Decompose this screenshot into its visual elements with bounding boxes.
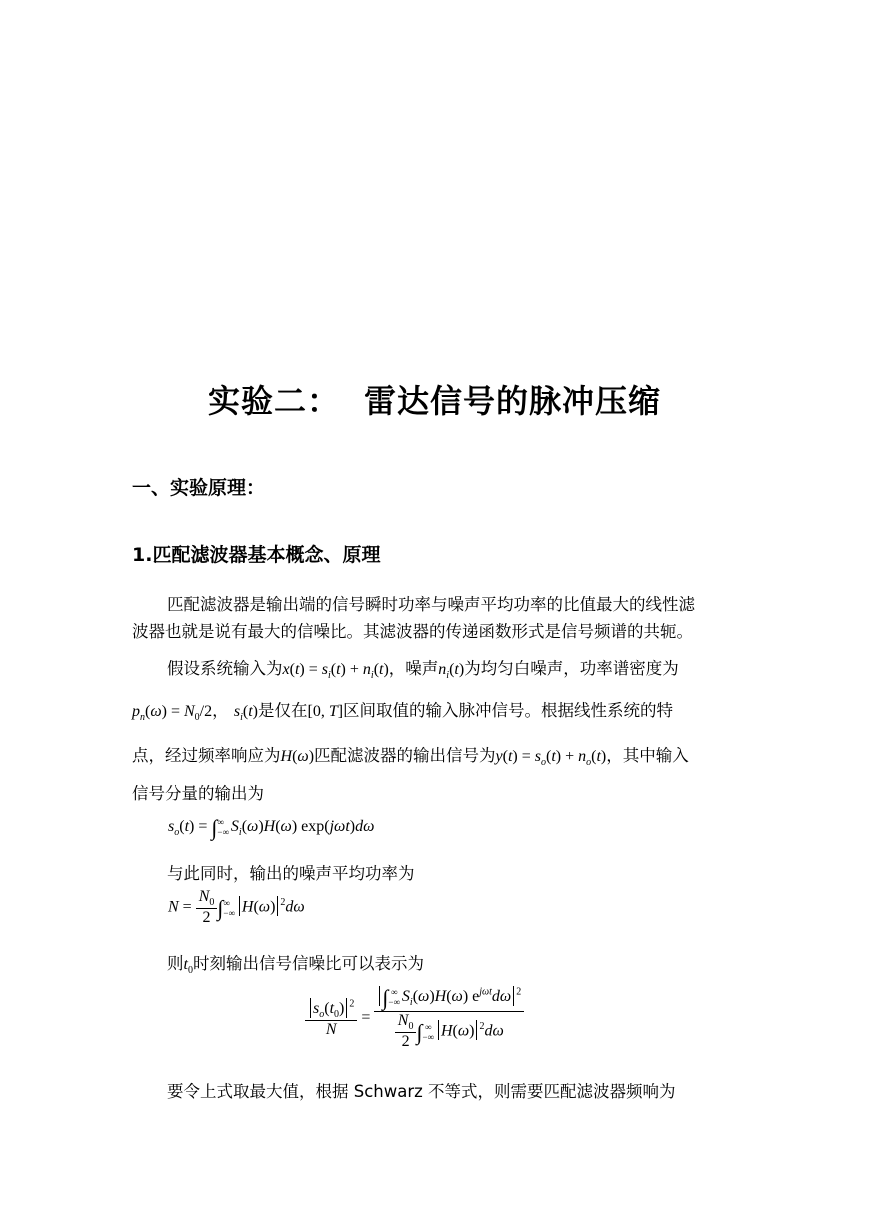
para2: 假设系统输入为$x(t) = s_i(t) + n_i(t)$，噪声$n_i(t)$为均匀白噪声，功率谱密度为 xyxy=(167,659,679,682)
eq-input: $x(t) = s_i(t) + n_i(t)$ xyxy=(282,661,389,682)
para7: 则$t_0$时刻输出信号信噪比可以表示为 xyxy=(167,954,424,977)
eq-snr: $\frac{s_o(t_0) ^2}{N}$ = ∫ ∞ −∞ $S_i(\omega)H(\omega)$ $e^{j\omega t}d\omega$ $^2$ $\frac{N_0}{2}$ ∫ ∞ −∞ H(ω) $^2$dω xyxy=(305,985,524,1051)
para6: 与此同时，输出的噪声平均功率为 xyxy=(167,864,415,883)
eq-noise: $n_i(t)$ xyxy=(438,661,465,682)
para1-line2: 波器也就是说有最大的信噪比。其滤波器的传递函数形式是信号频谱的共轭。 xyxy=(132,622,693,641)
subsection-heading: 1.匹配滤波器基本概念、原理 xyxy=(132,544,381,566)
page-title: 实验二： 雷达信号的脉冲压缩 xyxy=(207,382,662,420)
para4: 点，经过频率响应为H(ω)匹配滤波器的输出信号为$y(t) = s_o(t) + n_o(t)$，其中输入 xyxy=(132,746,689,769)
para1-line1: 匹配滤波器是输出端的信号瞬时功率与噪声平均功率的比值最大的线性滤 xyxy=(167,595,695,614)
eq-signal: $s_i(t)$ xyxy=(233,703,258,724)
eq-interval: [0, T] xyxy=(307,703,344,720)
para8: 要令上式取最大值，根据 Schwarz 不等式，则需要匹配滤波器频响为 xyxy=(167,1082,676,1101)
para3: $p_n(\omega) = N_0/2$， $s_i(t)$是仅在[0, T]区间取值的输入脉冲信号。根据线性系统的特 xyxy=(132,701,674,724)
eq-output: $y(t) = s_o(t) + n_o(t)$ xyxy=(495,748,607,769)
eq-freq-response: H(ω) xyxy=(280,748,315,765)
eq-t0: $t_0$ xyxy=(183,956,193,977)
para5: 信号分量的输出为 xyxy=(132,784,264,803)
section-heading: 一、实验原理： xyxy=(132,477,266,499)
eq-output-signal: $s_o(t)$ = ∫∞ −∞ $S_i(\omega)H(\omega)$ exp(jωt)dω xyxy=(168,815,375,840)
eq-psd: $p_n(\omega) = N_0/2$ xyxy=(132,703,213,724)
eq-noise-power: N = $\frac{N_0}{2}$ ∫∞ −∞ H(ω) $^2$dω xyxy=(168,888,305,927)
